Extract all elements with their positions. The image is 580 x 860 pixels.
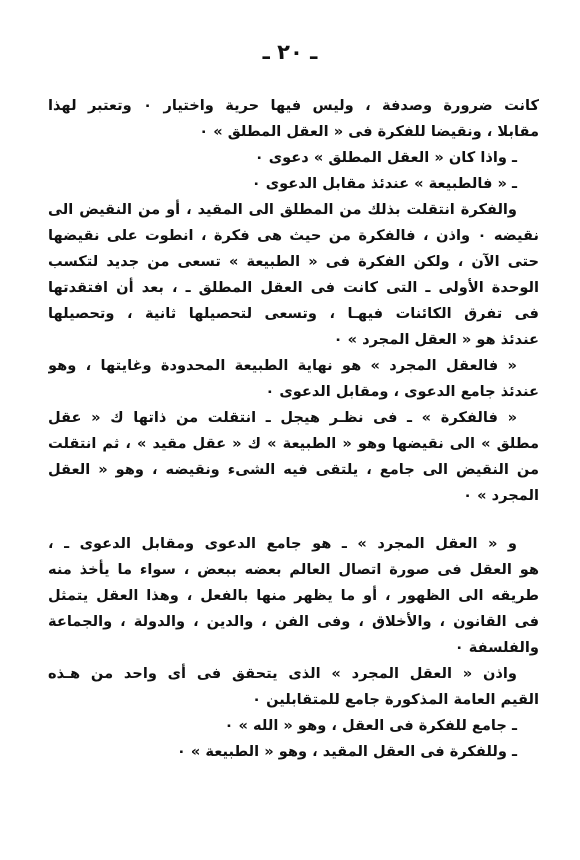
text-line: نقيضه ٠ واذن ، فالفكرة من حيث هى فكرة ، انطوت على نقيضها (48, 227, 539, 244)
text-line: والفلسفة ٠ (454, 639, 539, 656)
text-line: عندئذ هو « العقل المجرد » ٠ (333, 331, 539, 348)
text-line: حتى الآن ، ولكن الفكرة فى « الطبيعة » تسعى من جديد لتكسب (48, 253, 539, 270)
text-line: عندئذ جامع الدعوى ، ومقابل الدعوى ٠ (265, 383, 539, 400)
text-line: طريقه الى الظهور ، أو ما يظهر منها بالفعل ، وهذا العقل يتمثل (48, 587, 539, 604)
text-line: ـ واذا كان « العقل المطلق » دعوى ٠ (254, 149, 517, 166)
text-line: واذن « العقل المجرد » الذى يتحقق فى أى واحد من هـذه (48, 665, 517, 682)
text-line: و « العقل المجرد » ـ هو جامع الدعوى ومقابل الدعوى ـ ، (48, 535, 517, 552)
text-line: مقابلا ، ونقيضا للفكرة فى « العقل المطلق » ٠ (199, 123, 539, 140)
text-line: من النقيض الى جامع ، يلتقى فيه الشىء ونقيضه ، وهو « العقل (48, 461, 539, 478)
text-line: فى تفرق الكائنات فيهـا ، وتسعى لتحصيلها ثانية ، وتحصيلها (48, 305, 539, 322)
text-line: ـ « فالطبيعة » عندئذ مقابل الدعوى ٠ (251, 175, 517, 192)
text-line: الوحدة الأولى ـ التى كانت فى العقل المطلق ـ ، بعد أن افتقدتها (48, 279, 539, 296)
body-text (48, 93, 539, 765)
text-line: « فالفكرة » ـ فى نظـر هيجل ـ انتقلت من ذاتها ك « عقل (48, 409, 517, 426)
text-line: هو العقل فى صورة اتصال العالم بعضه ببعض ، سواء ما يأخذ منه (48, 561, 539, 578)
text-line: كانت ضرورة وصدفة ، وليس فيها حرية واختيار ٠ وتعتبر لهذا (48, 97, 539, 114)
text-line: المجرد » ٠ (463, 487, 539, 504)
text-line: القيم العامة المذكورة جامع للمتقابلين ٠ (252, 691, 539, 708)
text-line: « فالعقل المجرد » هو نهاية الطبيعة المحدودة وغايتها ، وهو (48, 357, 517, 374)
text-line: ـ جامع للفكرة فى العقل ، وهو « الله » ٠ (224, 717, 517, 734)
text-line: ـ وللفكرة فى العقل المقيد ، وهو « الطبيعة » ٠ (176, 743, 517, 760)
paragraph-gap (48, 509, 539, 531)
text-line: والفكرة انتقلت بذلك من المطلق الى المقيد ، أو من النقيض الى (48, 201, 517, 218)
text-line: فى القانون ، والأخلاق ، وفى الفن ، والدين ، والدولة ، والجماعة (48, 613, 539, 630)
text-line: مطلق » الى نقيضها وهو « الطبيعة » ك « عقل مقيد » ، ثم انتقلت (48, 435, 539, 452)
page-number: ـ ٢٠ ـ (262, 40, 318, 64)
